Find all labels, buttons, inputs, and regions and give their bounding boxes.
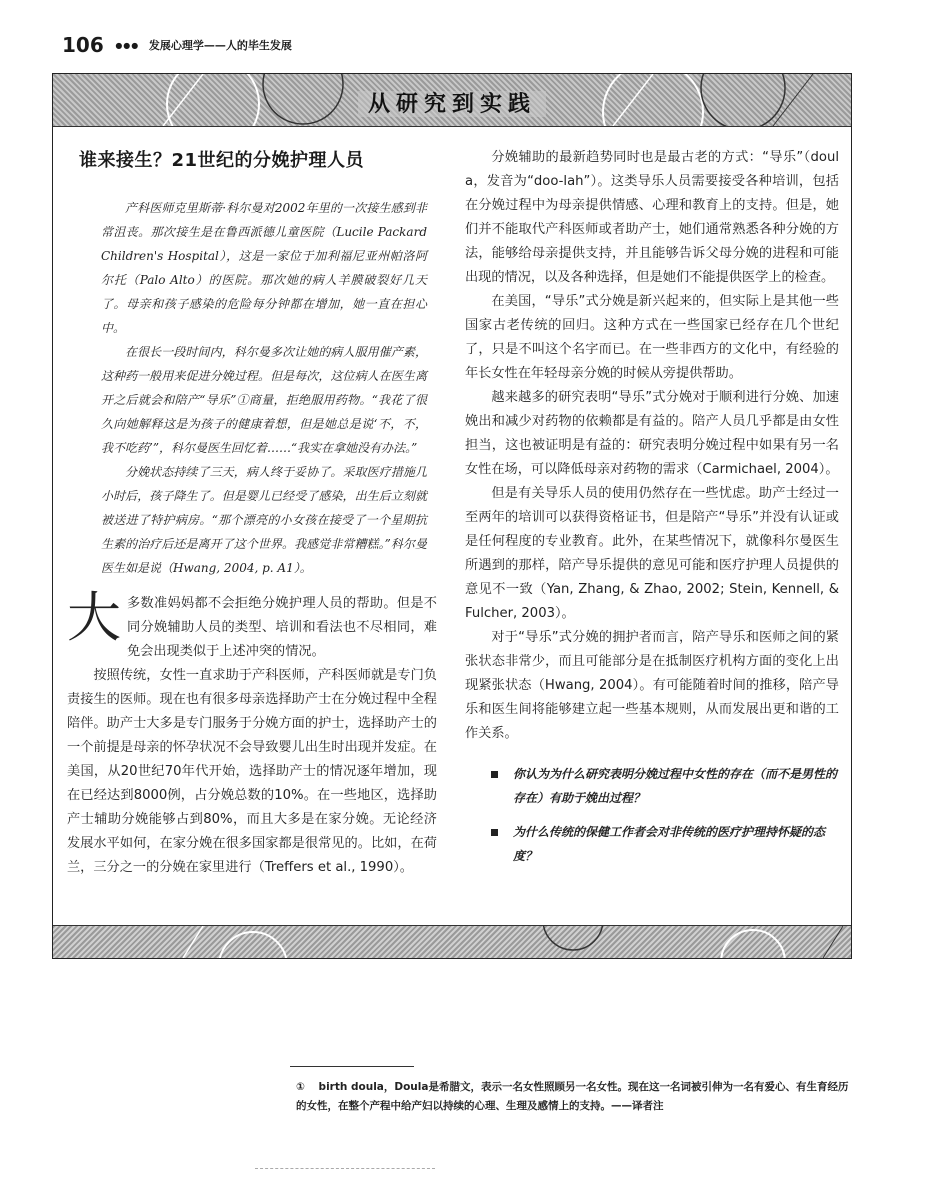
footnote-text: birth doula，Doula是希腊文，表示一名女性照顾另一名女性。现在这一名词被引伸为一名有爱心、有生育经历的女性，在整个产程中给产妇以持续的心理、生理及感情上的支持。——译者注 [296, 1081, 849, 1112]
left-column [67, 146, 437, 880]
banner-title: 从研究到实践 [358, 91, 546, 117]
body-paragraph: 按照传统，女性一直求助于产科医师，产科医师就是专门负责接生的医师。现在也有很多母亲选择助产士在分娩过程中全程陪伴。助产士大多是专门服务于分娩方面的护士，选择助产士的一个前提是母亲的怀孕状况不会导致婴儿出生时出现并发症。在美国，从20世纪70年代开始，选择助产士的情况逐年增加，现在已经达到8000例，占分娩总数的10%。在一些地区，选择助产士辅助分娩能够占到80%，而且大多是在家分娩。无论经济发展水平如何，在家分娩在很多国家都是很常见的。比如，在荷兰，三分之一的分娩在家里进行（Treffers et al., 1990）。 [67, 668, 437, 875]
scan-artifact-line [255, 1168, 435, 1169]
section-banner [53, 74, 851, 127]
footnote-rule [290, 1066, 414, 1067]
article-title: 谁来接生？21世纪的分娩护理人员 [79, 150, 365, 171]
body-paragraph: 分娩辅助的最新趋势同时也是最古老的方式：“导乐”（doula，发音为“doo-lah”）。这类导乐人员需要接受各种培训，包括在分娩过程中为母亲提供情感、心理和教育上的支持。但是，她们并不能取代产科医师或者助产士，她们通常熟悉各种分娩的方法，能够给母亲提供支持，并且能够告诉父母分娩的进程和可能出现的情况，以及各种选择，但是她们不能提供医学上的检查。 [465, 150, 839, 285]
body-paragraph: 但是有关导乐人员的使用仍然存在一些忧虑。助产士经过一至两年的培训可以获得资格证书，但是陪产“导乐”并没有认证或是任何程度的专业教育。此外，在某些情况下，就像科尔曼医生所遇到的那样，陪产导乐提供的意见可能和医疗护理人员提供的意见不一致（Yan, Zhang, & Zhao, 2002; Stein, Kennell, & Fulcher, 2003）。 [465, 486, 839, 621]
page-number: 106 [62, 33, 104, 57]
body-paragraph: 对于“导乐”式分娩的拥护者而言，陪产导乐和医师之间的紧张状态非常少，而且可能部分是在抵制医疗机构方面的变化上出现紧张状态（Hwang, 2004）。有可能随着时间的推移，陪产导乐和医生间将能够建立起一些基本规则，从而发展出更和谐的工作关系。 [465, 630, 839, 741]
case-paragraph: 在很长一段时间内，科尔曼多次让她的病人服用催产素，这种药一般用来促进分娩过程。但是每次，这位病人在医生离开之后就会和陪产“导乐”①商量，拒绝服用药物。“我花了很久向她解释这是为孩子的健康着想，但是她总是说‘不，不，我不吃药’”，科尔曼医生回忆着……“我实在拿她没有办法。” [101, 345, 427, 455]
left-body [67, 586, 437, 880]
question-item: 你认为为什么研究表明分娩过程中女性的存在（而不是男性的存在）有助于娩出过程？ [487, 762, 839, 810]
body-paragraph: 在美国，“导乐”式分娩是新兴起来的，但实际上是其他一些国家古老传统的回归。这种方式在一些国家已经存在几个世纪了，只是不叫这个名字而已。在一些非西方的文化中，有经验的年长女性在年轻母亲分娩的时候从旁提供帮助。 [465, 294, 839, 381]
footnote-mark: ① [296, 1081, 305, 1093]
right-column [465, 146, 839, 878]
running-header [62, 33, 292, 57]
case-paragraph: 分娩状态持续了三天，病人终于妥协了。采取医疗措施几小时后，孩子降生了。但是婴儿已经受了感染，出生后立刻就被送进了特护病房。“那个漂亮的小女孩在接受了一个星期抗生素的治疗后还是离开了这个世界。我感觉非常糟糕。”科尔曼医生如是说（Hwang, 2004, p. A1）。 [101, 465, 427, 575]
case-story [67, 196, 437, 580]
running-head-title: 发展心理学——人的毕生发展 [148, 39, 292, 52]
bottom-decoration [53, 926, 851, 958]
bottom-decoration-bar [53, 925, 851, 958]
discussion-questions [487, 762, 839, 868]
body-paragraph: 多数准妈妈都不会拒绝分娩护理人员的帮助。但是不同分娩辅助人员的类型、培训和看法也不尽相同，难免会出现类似于上述冲突的情况。 [127, 596, 437, 659]
feature-box [52, 73, 852, 959]
footnote [296, 1078, 856, 1116]
header-dots: ●●● [115, 40, 140, 50]
question-item: 为什么传统的保健工作者会对非传统的医疗护理持怀疑的态度？ [487, 820, 839, 868]
drop-cap: 大 [67, 586, 121, 649]
body-paragraph: 越来越多的研究表明“导乐”式分娩对于顺利进行分娩、加速娩出和减少对药物的依赖都是有益的。陪产人员几乎都是由女性担当，这也被证明是有益的：研究表明分娩过程中如果有另一名女性在场，可以降低母亲对药物的需求（Carmichael, 2004）。 [465, 390, 839, 477]
case-paragraph: 产科医师克里斯蒂·科尔曼对2002年里的一次接生感到非常沮丧。那次接生是在鲁西派德儿童医院（Lucile Packard Children's Hospital），这是一家位于加利福尼亚州帕洛阿尔托（Palo Alto）的医院。那次她的病人羊膜破裂好几天了。母亲和孩子感染的危险每分钟都在增加，她一直在担心中。 [101, 201, 427, 335]
